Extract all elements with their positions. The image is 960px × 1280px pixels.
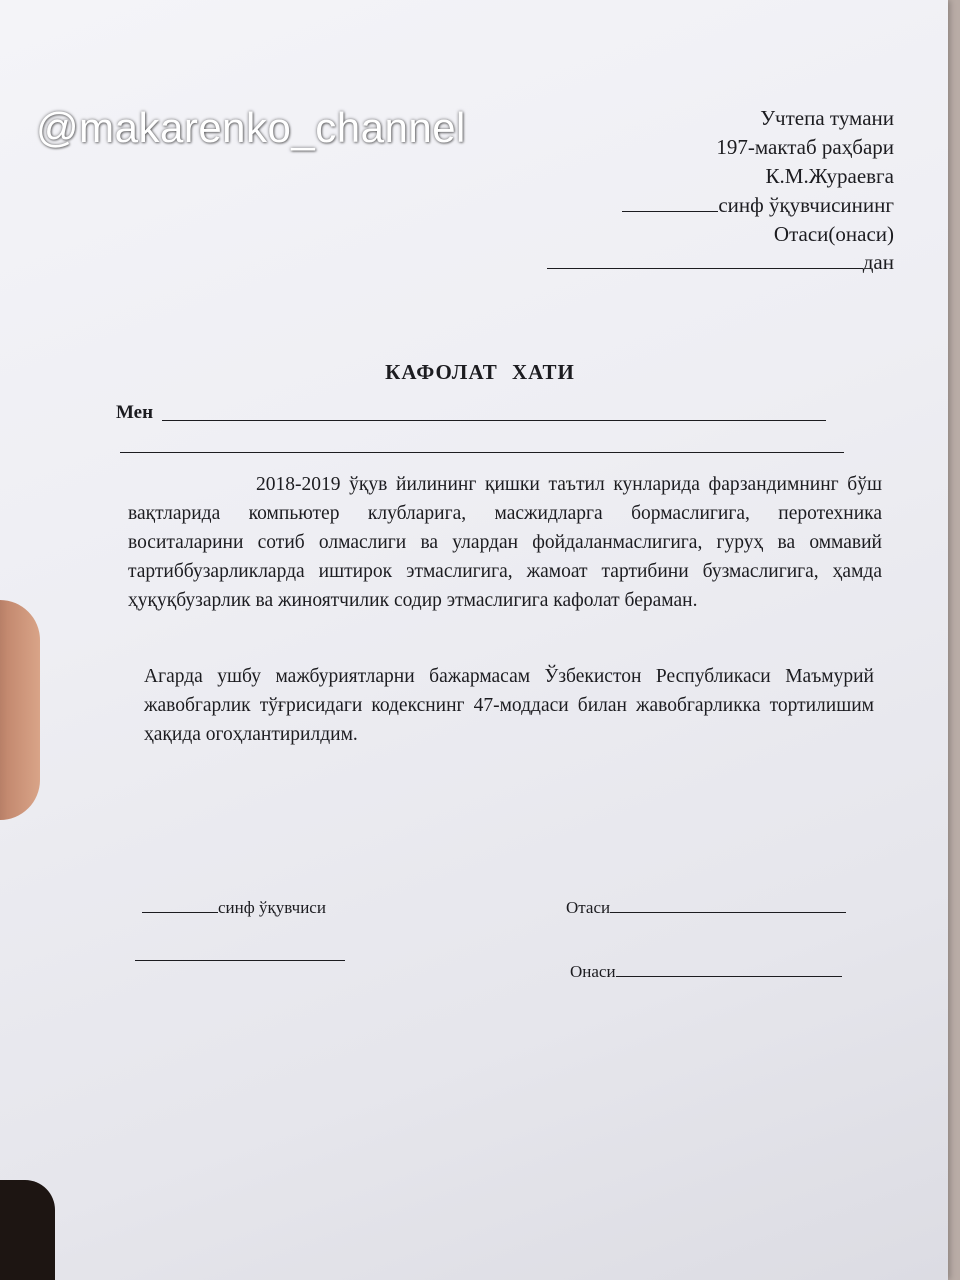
document-title: КАФОЛАТ ХАТИ bbox=[385, 360, 575, 384]
paragraph-guarantee bbox=[128, 470, 882, 615]
address-class-label: синф ўқувчисининг bbox=[718, 193, 894, 217]
address-district: Учтепа тумани bbox=[760, 106, 894, 130]
watermark: @makarenko_channel bbox=[36, 104, 466, 151]
student-class-blank[interactable] bbox=[142, 898, 218, 913]
student-label: синф ўқувчиси bbox=[218, 898, 326, 917]
address-from-line bbox=[547, 250, 894, 275]
mother-label: Онаси bbox=[570, 962, 616, 981]
address-school-head: 197-мактаб раҳбари bbox=[716, 135, 894, 159]
mother-signature-line bbox=[570, 962, 842, 982]
name-blank-1[interactable] bbox=[162, 420, 826, 421]
paragraph-warning: Агарда ушбу мажбуриятларни бажармасам Ўзбекистон Республикаси Маъмурий жавобгарлик тўғрисидаги кодекснинг 47-моддаси билан жавобгарликка тортилишим ҳақида огоҳлантирилдим. bbox=[144, 666, 874, 745]
address-from-label: дан bbox=[862, 250, 894, 274]
student-name-blank[interactable] bbox=[135, 960, 345, 961]
dark-corner bbox=[0, 1180, 55, 1280]
class-blank[interactable] bbox=[622, 193, 718, 212]
father-signature-line bbox=[566, 898, 846, 918]
men-label: Мен bbox=[116, 402, 154, 423]
mother-name-blank[interactable] bbox=[616, 962, 842, 977]
address-class-line bbox=[622, 193, 894, 218]
address-parent: Отаси(онаси) bbox=[773, 222, 894, 246]
name-blank-2[interactable] bbox=[120, 452, 844, 453]
father-label: Отаси bbox=[566, 898, 611, 917]
parent-name-blank[interactable] bbox=[547, 250, 863, 269]
finger bbox=[0, 600, 40, 820]
father-name-blank[interactable] bbox=[610, 898, 846, 913]
address-recipient: К.М.Жураевга bbox=[765, 164, 894, 188]
paragraph-guarantee-text: 2018-2019 ўқув йилининг қишки таътил кунларида фарзандимнинг бўш вақтларида компьютер клубларига, масжидларга бормаслигига, перотехника воситаларини сотиб олмаслиги ва улардан фойдаланмаслигига, гуруҳ ва оммавий тартиббузарликларда иштирок этмаслигига, жамоат тартибини бузмаслигига, ҳамда ҳуқуқбузарлик ва жиноятчилик содир этмаслигига кафолат бераман. bbox=[128, 474, 882, 611]
student-signature-line bbox=[142, 898, 326, 918]
